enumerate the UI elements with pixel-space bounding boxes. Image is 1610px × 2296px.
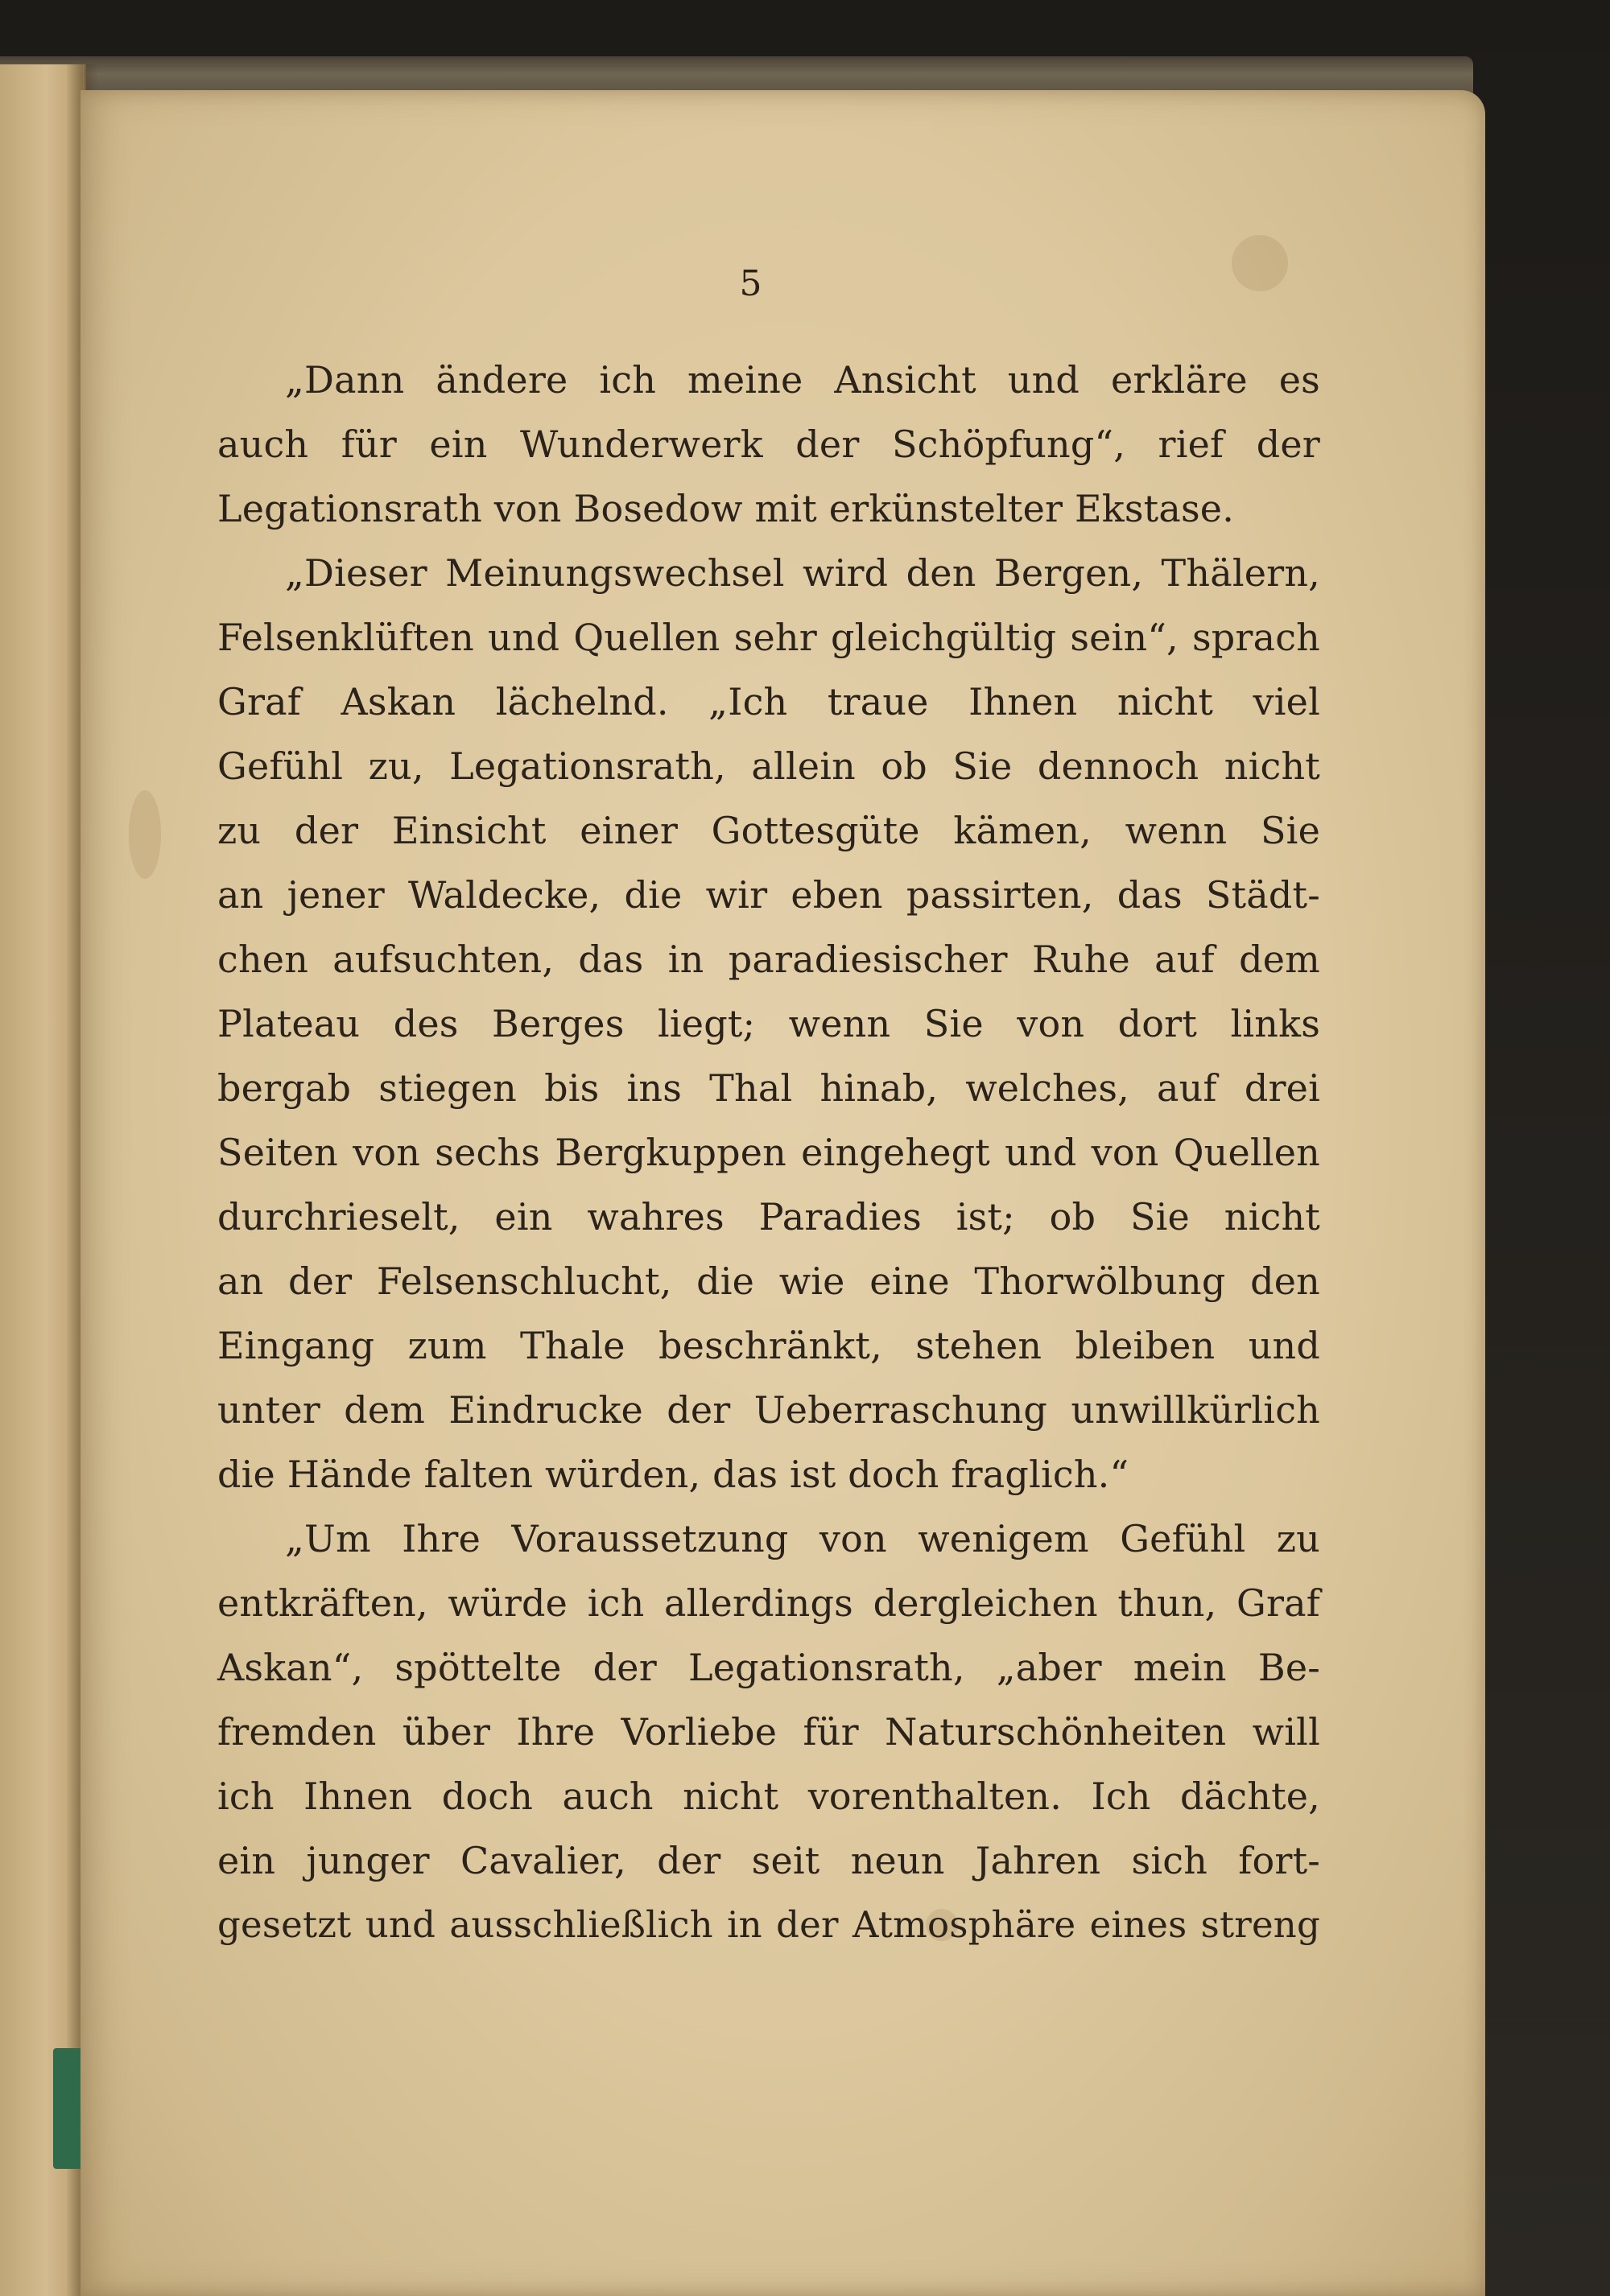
page-text	[217, 348, 1320, 1957]
binding-thread	[53, 2048, 84, 2169]
text-line: „Dann ändere ich meine Ansicht und erkläre es	[285, 358, 1320, 402]
book-cover-edge	[0, 56, 1473, 95]
text-line: Felsenklüften und Quellen sehr gleichgültig sein“, sprach	[217, 616, 1320, 659]
text-line: bergab stiegen bis ins Thal hinab, welches, auf drei	[217, 1066, 1320, 1110]
text-line: chen aufsuchten, das in paradiesischer Ruhe auf dem	[217, 938, 1320, 981]
text-line: ein junger Cavalier, der seit neun Jahren sich fort-	[217, 1839, 1320, 1882]
text-line: Gefühl zu, Legationsrath, allein ob Sie dennoch nicht	[217, 744, 1320, 788]
text-line: Seiten von sechs Bergkuppen eingehegt und von Quellen	[217, 1131, 1320, 1174]
text-line: Eingang zum Thale beschränkt, stehen bleiben und	[217, 1324, 1320, 1367]
text-line: gesetzt und ausschließlich in der Atmosphäre eines streng	[217, 1903, 1320, 1946]
paper-stain	[129, 790, 161, 879]
text-line: „Um Ihre Voraussetzung von wenigem Gefühl zu	[285, 1517, 1320, 1560]
text-line: „Dieser Meinungswechsel wird den Bergen, Thälern,	[285, 551, 1320, 595]
text-line: ich Ihnen doch auch nicht vorenthalten. Ich dächte,	[217, 1775, 1320, 1818]
text-line: an jener Waldecke, die wir eben passirten, das Städt-	[217, 873, 1320, 917]
text-line: Legationsrath von Bosedow mit erkünstelter Ekstase.	[217, 487, 1235, 530]
text-line: unter dem Eindrucke der Ueberraschung unwillkürlich	[217, 1388, 1320, 1432]
text-line: entkräften, würde ich allerdings dergleichen thun, Graf	[217, 1581, 1320, 1625]
text-line: zu der Einsicht einer Gottesgüte kämen, wenn Sie	[217, 809, 1320, 852]
text-line: an der Felsenschlucht, die wie eine Thorwölbung den	[217, 1259, 1320, 1303]
page-number: 5	[739, 263, 762, 304]
text-line: auch für ein Wunderwerk der Schöpfung“, rief der	[217, 423, 1320, 466]
text-line: Askan“, spöttelte der Legationsrath, „aber mein Be-	[217, 1646, 1320, 1689]
text-line: Plateau des Berges liegt; wenn Sie von dort links	[217, 1002, 1320, 1045]
text-line: durchrieselt, ein wahres Paradies ist; ob Sie nicht	[217, 1195, 1320, 1239]
text-line: fremden über Ihre Vorliebe für Naturschönheiten will	[217, 1710, 1320, 1754]
text-line: die Hände falten würden, das ist doch fraglich.“	[217, 1453, 1129, 1496]
text-line: Graf Askan lächelnd. „Ich traue Ihnen nicht viel	[217, 680, 1320, 723]
